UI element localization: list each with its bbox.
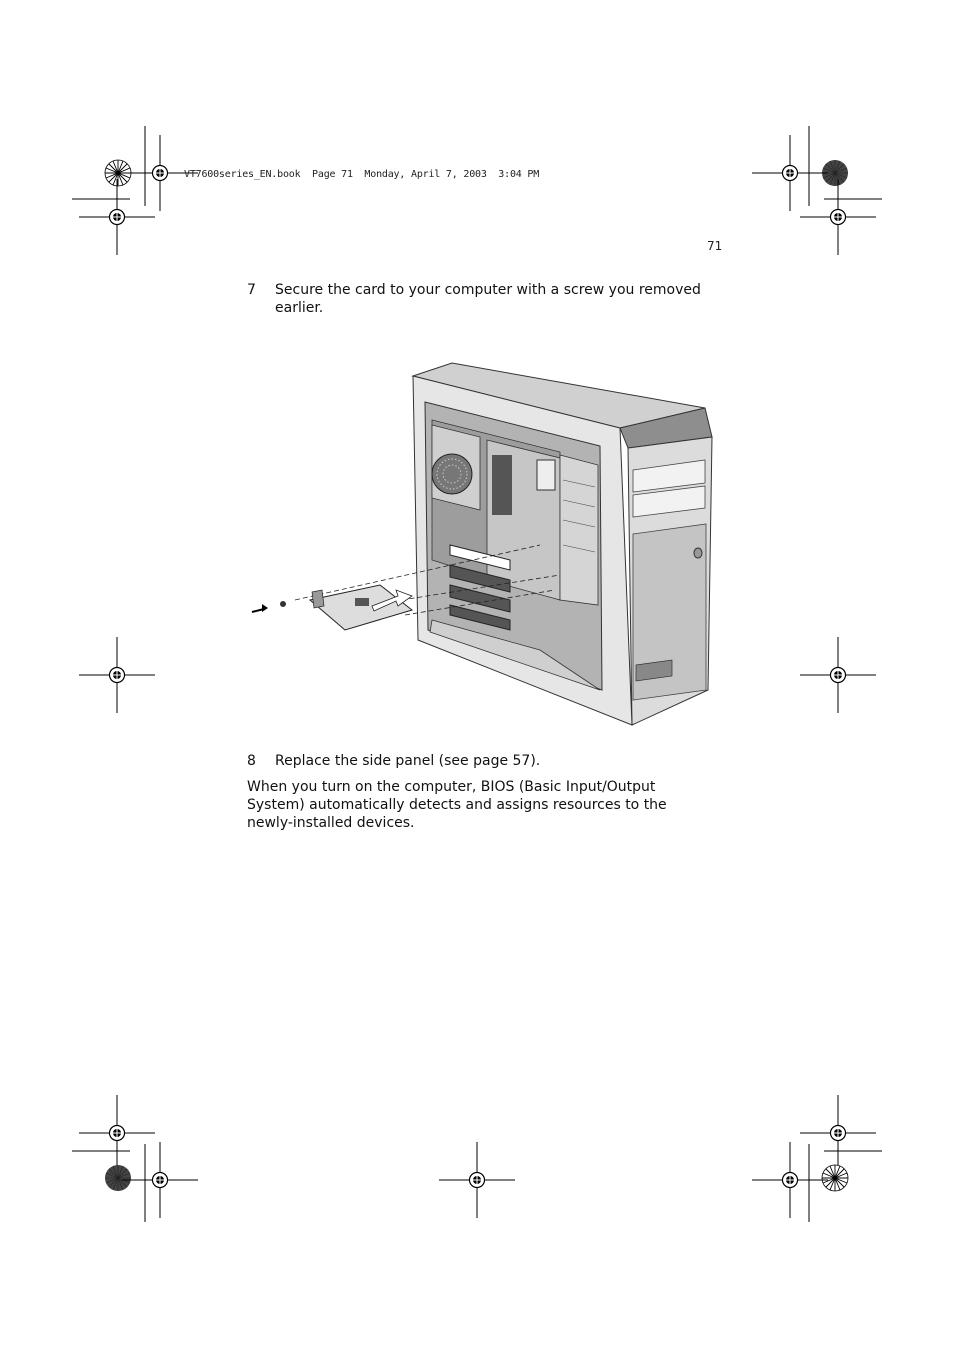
step-text: Secure the card to your computer with a screw you removed earlier.: [275, 282, 701, 316]
page-number: 71: [707, 239, 723, 253]
step-text: Replace the side panel (see page 57).: [275, 753, 541, 769]
book-slug: VT7600series_EN.book Page 71 Monday, April 7, 2003 3:04 PM: [184, 169, 540, 180]
step-number: 7: [247, 282, 256, 298]
step-number: 8: [247, 753, 256, 769]
bios-paragraph: When you turn on the computer, BIOS (Basic Input/Output System) automatically detects and assigns resources to the newly-installed devices.: [247, 779, 667, 831]
step-7: [247, 281, 717, 317]
step-8: [247, 752, 717, 770]
computer-tower-illustration: [240, 360, 720, 732]
